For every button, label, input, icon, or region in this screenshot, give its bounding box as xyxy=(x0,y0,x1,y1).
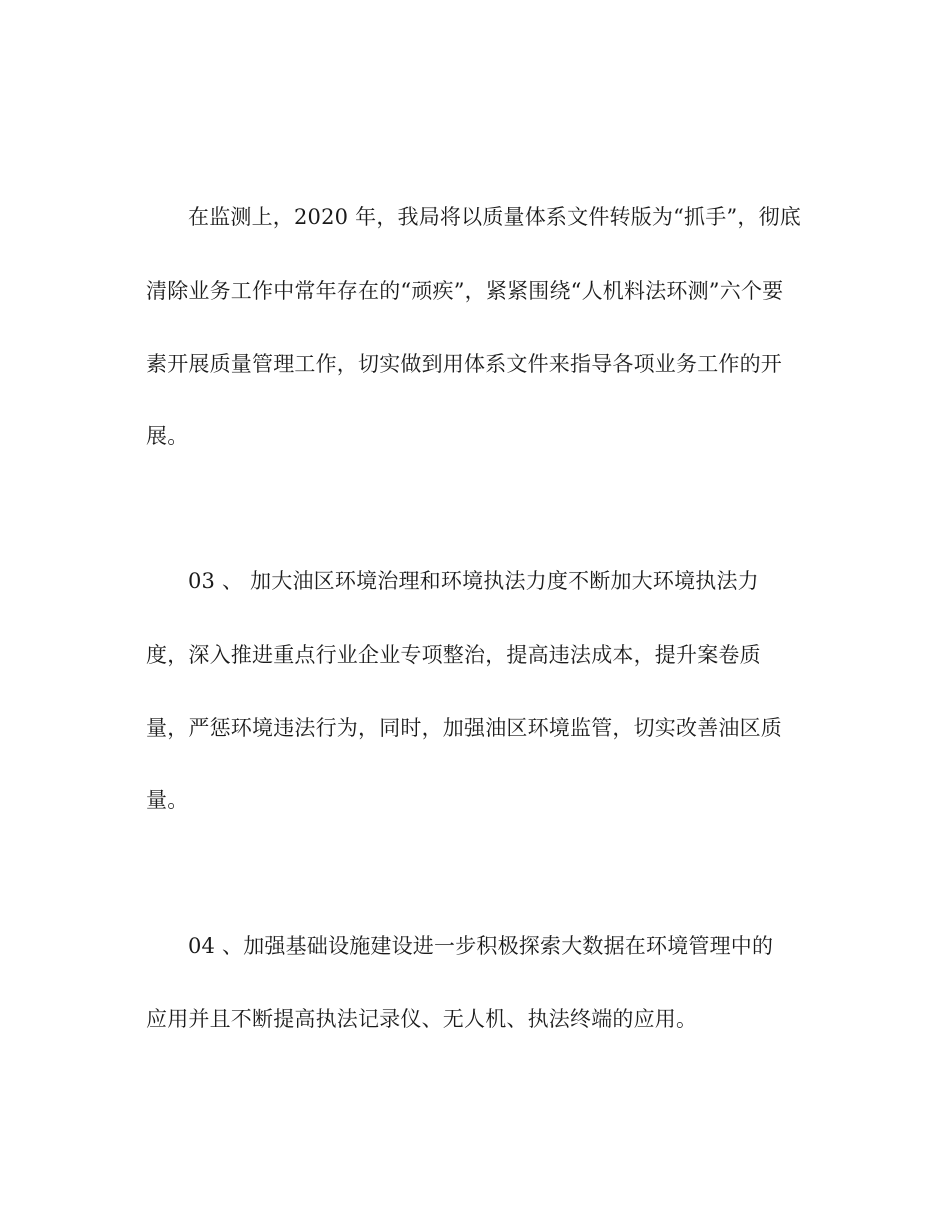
paragraph-line: 展。 xyxy=(146,424,189,448)
paragraph-line: 应用并且不断提高执法记录仪、无人机、执法终端的应用。 xyxy=(146,1007,698,1031)
paragraph-line: 清除业务工作中常年存在的“顽疾”，紧紧围绕“人机料法环测”六个要 xyxy=(146,279,784,303)
paragraph-line: 03 、 加大油区环境治理和环境执法力度不断加大环境执法力 xyxy=(188,569,759,593)
paragraph-line: 量，严惩环境违法行为，同时，加强油区环境监管，切实改善油区质 xyxy=(146,716,782,740)
paragraph-line: 在监测上，2020 年，我局将以质量体系文件转版为“抓手”，彻底 xyxy=(188,205,801,229)
paragraph-line: 素开展质量管理工作，切实做到用体系文件来指导各项业务工作的开 xyxy=(146,352,782,376)
paragraph-line: 量。 xyxy=(146,788,189,812)
paragraph-line: 度，深入推进重点行业企业专项整治，提高违法成本，提升案卷质 xyxy=(146,643,761,667)
paragraph-line: 04 、加强基础设施建设进一步积极探索大数据在环境管理中的 xyxy=(188,934,774,958)
